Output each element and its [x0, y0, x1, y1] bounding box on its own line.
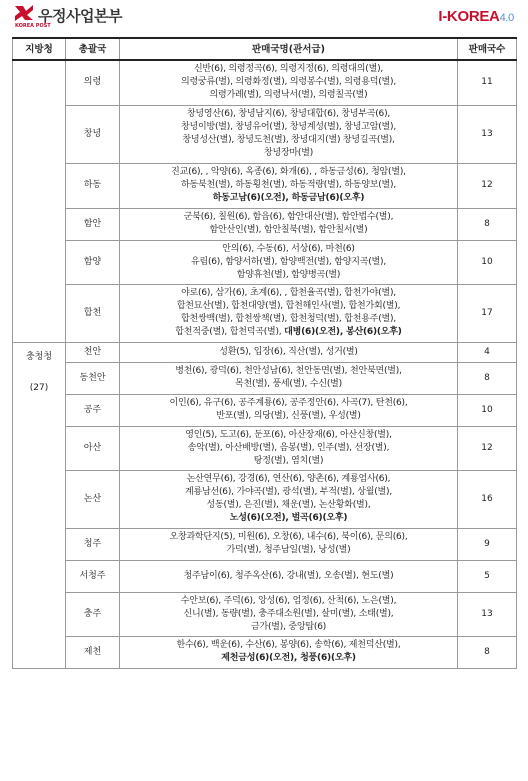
table-body [13, 60, 517, 668]
branch-line: 반포(별), 의당(별), 신풍(별), 우성(별) [216, 411, 361, 421]
count-cell: 12 [458, 163, 517, 208]
branch-list-cell [120, 105, 458, 163]
count-cell: 13 [458, 592, 517, 636]
branch-line: 한수(6), 백운(6), 수산(6), 봉양(6), 송학(6), 제천덕산(별), [176, 640, 401, 650]
table-row [13, 105, 517, 163]
office-cell: 합천 [66, 284, 120, 342]
brand-text: I-KOREA [438, 8, 500, 25]
branch-line: 금가(별), 중앙탑(6) [250, 621, 327, 632]
branch-list-cell [120, 528, 458, 560]
table-row [13, 470, 517, 528]
count-cell: 10 [458, 394, 517, 426]
table-row [13, 240, 517, 284]
office-cell: 공주 [66, 394, 120, 426]
count-cell: 13 [458, 105, 517, 163]
branch-list-cell [120, 342, 458, 362]
table-row [13, 636, 517, 668]
table-row [13, 163, 517, 208]
col-header-branches: 판매국명(관서급) [120, 38, 458, 60]
branch-list-cell [120, 592, 458, 636]
branch-line: 함안산인(별), 함안칠북(별), 함안칠서(별) [209, 225, 368, 235]
branch-line: 야로(6), 삼가(6), 초계(6), , 합천율곡(별), 합천가야(별), [181, 288, 396, 298]
count-cell: 4 [458, 342, 517, 362]
branch-line: 오창과학단지(5), 미원(6), 오창(6), 내수(6), 북이(6), 문의(6), [169, 532, 408, 542]
branch-line: 제천금성(6)(오전), 청풍(6)(오후) [221, 653, 356, 663]
region-count: (27) [29, 382, 49, 393]
table-row [13, 560, 517, 592]
branch-line: 창녕영산(6), 창녕남지(6), 창녕대합(6), 창녕부곡(6), [186, 109, 391, 119]
count-cell: 8 [458, 636, 517, 668]
office-cell: 동천안 [66, 362, 120, 394]
region-name: 충청청 [25, 351, 53, 362]
branch-line: 의령궁류(별), 의령화정(별), 의령봉수(별), 의령용덕(별), [181, 77, 396, 88]
branch-line: 이인(6), 유구(6), 공주계룡(6), 공주정안(6), 사곡(7), 탄천(6), [169, 398, 408, 408]
post-office-table [12, 37, 517, 669]
region-cell-empty [13, 60, 66, 342]
branch-line: 유림(6), 함양서하(별), 함양백전(별), 함양지곡(별), [190, 256, 387, 267]
table-header-row [13, 38, 517, 60]
count-cell: 5 [458, 560, 517, 592]
branch-list-cell [120, 163, 458, 208]
table-row [13, 60, 517, 105]
table-row [13, 528, 517, 560]
branch-line: 창녕이방(별), 창녕유어(별), 창녕계성(별), 창녕고암(별), [181, 122, 396, 132]
branch-line: 계룡남선(6), 가야곡(별), 광석(별), 부적(별), 상월(별), [185, 487, 392, 497]
ikorea-brand [438, 8, 514, 25]
branch-list-cell [120, 394, 458, 426]
office-cell: 함양 [66, 240, 120, 284]
branch-line: 성동(별), 은진(별), 채운(별), 논산황화(별), [206, 500, 371, 510]
korea-post-logo [14, 4, 132, 32]
branch-line: 청주남이(6), 청주옥산(6), 강내(별), 오송(별), 현도(별) [183, 570, 394, 581]
branch-line: 병천(6), 광덕(6), 천안성남(6), 천안동면(별), 천안북면(별), [175, 366, 402, 376]
branch-line: 수안보(6), 주덕(6), 앙성(6), 엄정(6), 산척(6), 노은(별), [180, 595, 397, 606]
branch-line: 함양휴천(별), 함양병곡(별) [236, 269, 341, 280]
branch-line: 신니(별), 동량(별), 충주대소원(별), 살미(별), 소태(별), [183, 608, 394, 619]
table-row [13, 394, 517, 426]
col-header-region: 지방청 [13, 38, 66, 60]
office-cell: 하동 [66, 163, 120, 208]
branch-line: 창녕성산(별), 창녕도천(별), 창녕대지(별) 창녕길곡(별), [182, 135, 395, 145]
page-header [0, 0, 528, 36]
table-row [13, 362, 517, 394]
korea-post-emblem-icon [14, 4, 34, 22]
branch-line: 하동고남(6)(오전), 하동금남(6)(오후) [212, 193, 365, 203]
branch-line: 목천(별), 풍세(별), 수신(별) [235, 379, 342, 389]
branch-line: 노성(6)(오전), 벌곡(6)(오후) [229, 513, 348, 523]
count-cell: 8 [458, 362, 517, 394]
table-row [13, 592, 517, 636]
office-cell: 의령 [66, 60, 120, 105]
count-cell: 17 [458, 284, 517, 342]
count-cell: 12 [458, 426, 517, 470]
col-header-count: 판매국수 [458, 38, 517, 60]
branch-list-cell [120, 362, 458, 394]
branch-line: 논산연무(6), 강경(6), 연산(6), 양촌(6), 계룡엄사(6), [186, 474, 391, 484]
count-cell: 9 [458, 528, 517, 560]
office-cell: 청주 [66, 528, 120, 560]
branch-text-bold: 대병(6)(오전), 봉산(6)(오후) [284, 327, 402, 337]
branch-list-cell [120, 636, 458, 668]
branch-line: 영인(5), 도고(6), 둔포(6), 아산장재(6), 아산신창(별), [185, 429, 392, 440]
branch-line: 안의(6), 수동(6), 서상(6), 마천(6) [222, 243, 355, 254]
logo-text: 우정사업본부 [38, 7, 122, 25]
branch-list-cell [120, 560, 458, 592]
branch-line: 송악(별), 아산배방(별), 음봉(별), 인주(별), 선장(별), [187, 442, 390, 453]
table-row [13, 284, 517, 342]
table-row [13, 426, 517, 470]
office-cell: 제천 [66, 636, 120, 668]
brand-version: 4.0 [499, 12, 514, 24]
office-cell: 아산 [66, 426, 120, 470]
branch-list-cell [120, 284, 458, 342]
branch-line [126, 326, 451, 339]
branch-line: 하동북천(별), 하동횡천(별), 하동적량(별), 하동양보(별), [181, 180, 396, 190]
branch-text: 합천적중(별), 합천덕곡(별), [175, 327, 285, 337]
office-cell: 천안 [66, 342, 120, 362]
table-row [13, 342, 517, 362]
office-cell: 논산 [66, 470, 120, 528]
office-cell: 서청주 [66, 560, 120, 592]
branch-line: 성환(5), 입장(6), 직산(별), 성거(별) [219, 346, 358, 357]
branch-line: 의령가례(별), 의령낙서(별), 의령칠곡(별) [209, 90, 368, 101]
count-cell: 8 [458, 208, 517, 240]
branch-line: 합천쌍백(별), 합천쌍책(별), 합천청덕(별), 합천용주(별), [181, 314, 396, 324]
branch-line: 군북(6), 칠원(6), 함읍(6), 함안대산(별), 함안법수(별), [183, 212, 394, 222]
count-cell: 10 [458, 240, 517, 284]
branch-line: 신반(6), 의령정곡(6), 의령지정(6), 의령대의(별), [193, 64, 384, 75]
count-cell: 16 [458, 470, 517, 528]
region-cell [13, 342, 66, 668]
branch-line: 진교(6), , 악양(6), 옥종(6), 화개(6), , 하동금성(6), 청암(별), [171, 167, 406, 177]
branch-list-cell [120, 240, 458, 284]
branch-line: 가덕(별), 청주남일(별), 낭성(별) [226, 545, 351, 555]
logo-subtext: KOREA POST [15, 23, 51, 29]
branch-list-cell [120, 208, 458, 240]
col-header-office: 총괄국 [66, 38, 120, 60]
branch-list-cell [120, 470, 458, 528]
count-cell: 11 [458, 60, 517, 105]
office-cell: 창녕 [66, 105, 120, 163]
branch-line: 합천묘산(별), 합천대양(별), 합천해인사(별), 합천가회(별), [176, 301, 401, 311]
office-cell: 함안 [66, 208, 120, 240]
office-cell: 충주 [66, 592, 120, 636]
branch-line: 탕정(별), 염치(별) [253, 455, 324, 466]
branch-list-cell [120, 426, 458, 470]
branch-list-cell [120, 60, 458, 105]
branch-line: 창녕장마(별) [263, 148, 314, 158]
table-row [13, 208, 517, 240]
